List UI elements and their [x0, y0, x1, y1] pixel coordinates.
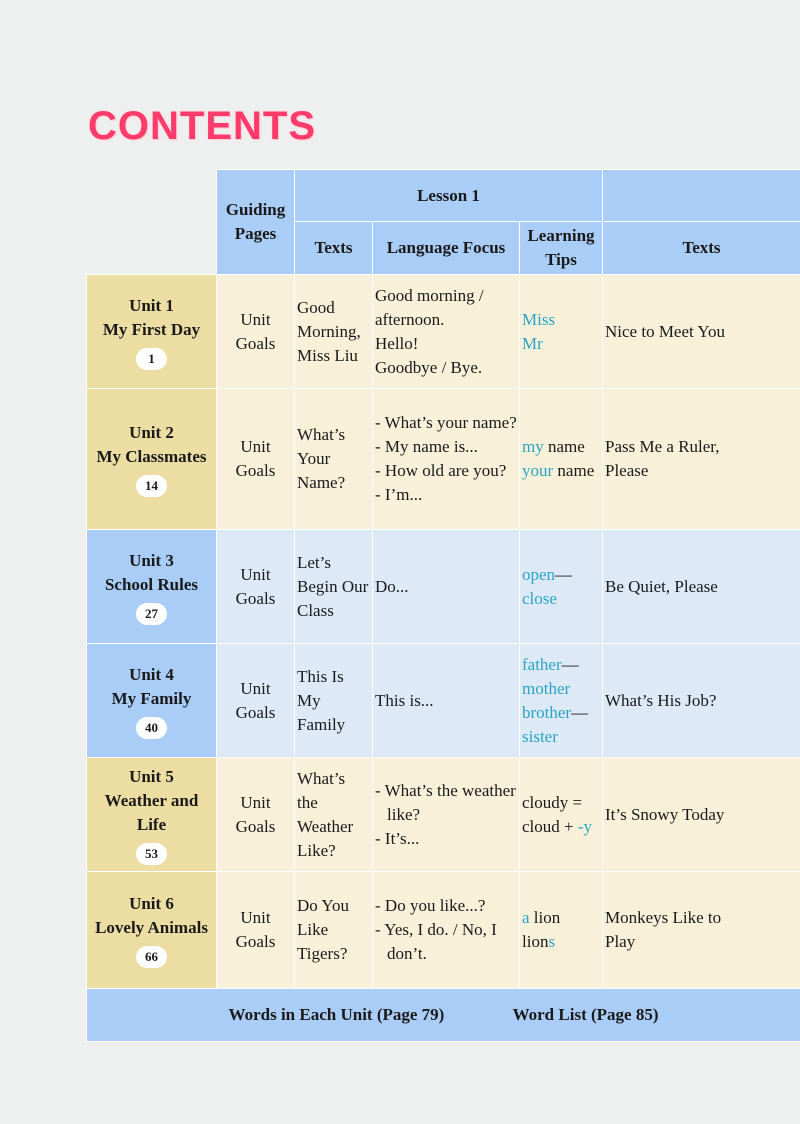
unit-name: My First Day: [102, 319, 201, 339]
lesson2-text-cell: It’s Snowy Today: [603, 758, 800, 872]
tip-line: [522, 677, 600, 701]
focus-line: - Yes, I do. / No, I don’t.: [375, 920, 497, 963]
tip-highlight: father: [522, 654, 562, 674]
unit-name: My Family: [111, 688, 192, 708]
header-language-focus: Language Focus: [373, 222, 520, 275]
unit-number: Unit 1: [129, 295, 174, 315]
page-title: CONTENTS: [88, 104, 316, 148]
tip-highlight: s: [548, 932, 556, 951]
unit-row: [87, 275, 800, 389]
contents-table: [86, 169, 800, 1042]
lesson-text-cell: This Is My Family: [295, 644, 373, 758]
unit-name: Weather and Life: [104, 790, 199, 834]
unit-row: [87, 872, 800, 989]
focus-line: - What’s your name?: [375, 413, 517, 432]
guiding-pages-cell: Unit Goals: [217, 275, 295, 389]
unit-name: My Classmates: [96, 447, 207, 466]
unit-row: [87, 644, 800, 758]
focus-line: Do...: [375, 576, 409, 596]
tip-highlight: my: [522, 437, 544, 456]
lesson-text-cell: Let’s Begin Our Class: [295, 530, 373, 644]
tip-text: —: [561, 654, 579, 674]
tip-highlight: Mr: [522, 333, 543, 353]
unit-number: Unit 5: [129, 766, 174, 786]
tip-line: [522, 701, 600, 725]
unit-name: School Rules: [104, 574, 199, 594]
unit-title-cell: [87, 872, 217, 989]
unit-title-cell: [87, 644, 217, 758]
tip-text: lion: [522, 932, 549, 951]
header-texts: Texts: [295, 222, 373, 275]
unit-title-cell: [87, 275, 217, 389]
language-focus-cell: [373, 275, 520, 389]
tip-line: [522, 308, 600, 332]
tip-text: —: [571, 702, 589, 722]
unit-title-cell: [87, 389, 217, 530]
guiding-pages-cell: Unit Goals: [217, 872, 295, 989]
header-lesson2-blank: [603, 170, 800, 222]
tip-line: [522, 930, 600, 954]
tip-highlight: -y: [577, 816, 593, 836]
tip-highlight: Miss: [522, 309, 556, 329]
header-lesson1: Lesson 1: [295, 170, 603, 222]
focus-line: - How old are you?: [375, 461, 507, 480]
tip-text: lion: [529, 908, 561, 927]
tip-text: name: [543, 437, 585, 456]
page-number-badge: 40: [136, 717, 167, 739]
focus-line: - What’s the weather like?: [375, 780, 516, 824]
tip-line: [522, 725, 600, 749]
unit-number: Unit 2: [129, 423, 174, 442]
focus-line: Good morning / afternoon.: [375, 285, 484, 329]
tip-line: [522, 435, 600, 459]
tip-text: —: [555, 564, 573, 584]
tip-line: [522, 653, 600, 677]
header-guiding-pages: Guiding Pages: [217, 170, 295, 275]
unit-number: Unit 6: [129, 894, 174, 913]
learning-tips-cell: [520, 389, 603, 530]
guiding-pages-cell: Unit Goals: [217, 644, 295, 758]
tip-line: [522, 906, 600, 930]
focus-line: - It’s...: [375, 828, 420, 848]
tip-line: [522, 587, 600, 611]
tip-highlight: a: [522, 908, 530, 927]
language-focus-cell: [373, 872, 520, 989]
language-focus-cell: [373, 758, 520, 872]
unit-number: Unit 3: [129, 550, 174, 570]
lesson-text-cell: Do You Like Tigers?: [295, 872, 373, 989]
learning-tips-cell: [520, 758, 603, 872]
unit-title-cell: [87, 530, 217, 644]
language-focus-cell: [373, 530, 520, 644]
tip-line: [522, 791, 600, 815]
focus-line: Hello!: [375, 333, 419, 353]
guiding-pages-cell: Unit Goals: [217, 389, 295, 530]
tip-text: cloudy =: [522, 792, 583, 812]
tip-line: [522, 563, 600, 587]
tip-text: name: [553, 461, 595, 480]
tip-highlight: open: [522, 564, 556, 584]
unit-name: Lovely Animals: [95, 918, 208, 937]
guiding-pages-cell: Unit Goals: [217, 758, 295, 872]
lesson2-text-cell: Be Quiet, Please: [603, 530, 800, 644]
unit-row: [87, 758, 800, 872]
header-texts-2: Texts: [603, 222, 800, 275]
tip-highlight: brother: [522, 702, 572, 722]
tip-line: [522, 332, 600, 356]
page-number-badge: 1: [136, 348, 167, 370]
lesson2-text-cell: Pass Me a Ruler, Please: [603, 389, 800, 530]
page-number-badge: 27: [136, 603, 167, 625]
guiding-pages-cell: Unit Goals: [217, 530, 295, 644]
tip-highlight: mother: [522, 678, 571, 698]
unit-title-cell: [87, 758, 217, 872]
tip-line: [522, 459, 600, 483]
language-focus-cell: [373, 644, 520, 758]
focus-line: This is...: [375, 690, 434, 710]
language-focus-cell: [373, 389, 520, 530]
page-number-badge: 53: [136, 843, 167, 865]
lesson-text-cell: Good Morning, Miss Liu: [295, 275, 373, 389]
page-number-badge: 14: [136, 475, 167, 497]
unit-row: [87, 389, 800, 530]
page-number-badge: 66: [136, 946, 167, 968]
learning-tips-cell: [520, 530, 603, 644]
unit-row: [87, 530, 800, 644]
header-learning-tips: Learning Tips: [520, 222, 603, 275]
words-in-each-unit: Words in Each Unit (Page 79): [228, 1005, 445, 1024]
focus-line: Goodbye / Bye.: [375, 357, 483, 377]
tip-line: [522, 815, 600, 839]
lesson2-text-cell: Monkeys Like to Play: [603, 872, 800, 989]
footer-bar: [87, 989, 800, 1042]
lesson2-text-cell: Nice to Meet You: [603, 275, 800, 389]
learning-tips-cell: [520, 872, 603, 989]
unit-number: Unit 4: [129, 664, 174, 684]
header-blank: [87, 170, 217, 275]
word-list: Word List (Page 85): [512, 1005, 659, 1024]
tip-highlight: your: [522, 461, 554, 480]
tip-text: cloud +: [522, 816, 578, 836]
tip-highlight: close: [522, 588, 557, 608]
lesson-text-cell: What’s the Weather Like?: [295, 758, 373, 872]
focus-line: - I’m...: [375, 485, 423, 504]
learning-tips-cell: [520, 275, 603, 389]
focus-line: - Do you like...?: [375, 896, 486, 915]
lesson-text-cell: What’s Your Name?: [295, 389, 373, 530]
learning-tips-cell: [520, 644, 603, 758]
focus-line: - My name is...: [375, 437, 478, 456]
tip-highlight: sister: [522, 726, 558, 746]
lesson2-text-cell: What’s His Job?: [603, 644, 800, 758]
